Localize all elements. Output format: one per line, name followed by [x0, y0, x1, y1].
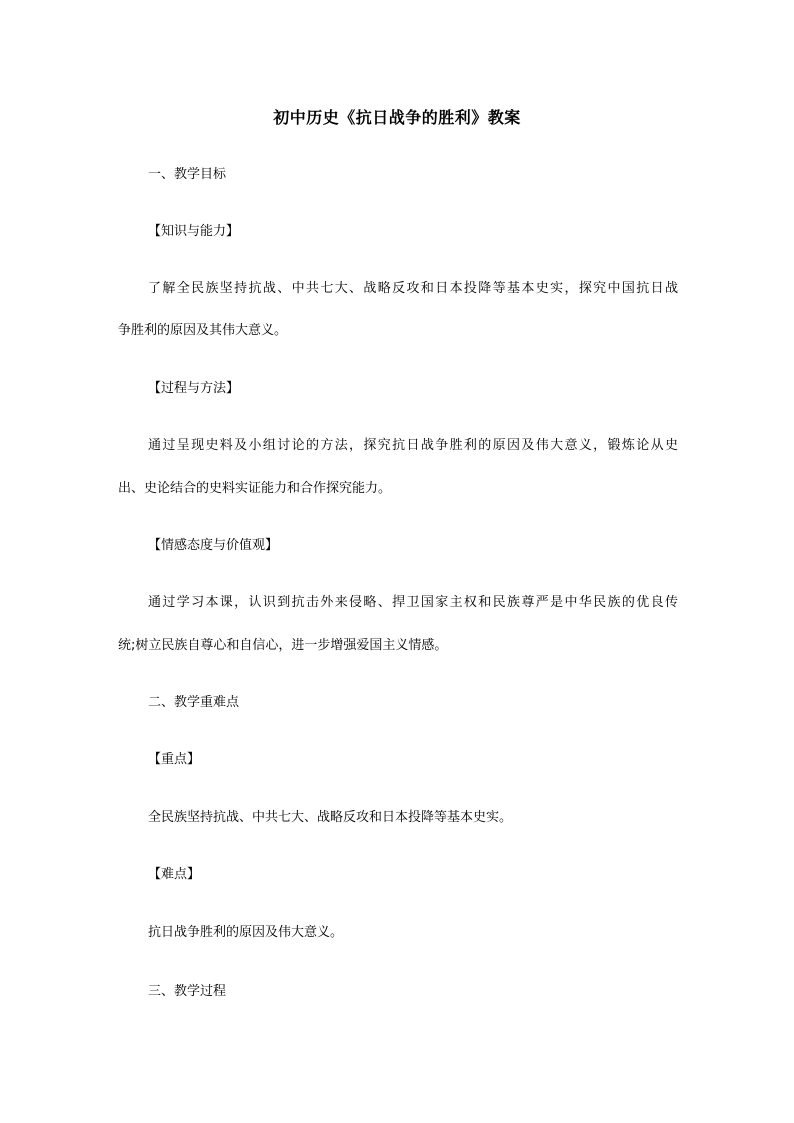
subheading-emotion: 【情感态度与价值观】	[148, 538, 279, 553]
paragraph-process-line1: 通过呈现史料及小组讨论的方法，探究抗日战争胜利的原因及伟大意义，锻炼论从史	[148, 438, 678, 453]
subheading-key: 【重点】	[148, 752, 201, 767]
paragraph-difficult: 抗日战争胜利的原因及伟大意义。	[148, 925, 344, 940]
paragraph-key: 全民族坚持抗战、中共七大、战略反攻和日本投降等基本史实。	[148, 810, 513, 825]
subheading-difficult: 【难点】	[148, 867, 201, 882]
section-heading-objectives: 一、教学目标	[148, 167, 227, 182]
paragraph-emotion-line2: 统;树立民族自尊心和自信心，进一步增强爱国主义情感。	[118, 638, 448, 653]
paragraph-knowledge-line2: 争胜利的原因及其伟大意义。	[118, 323, 288, 338]
paragraph-knowledge-line1: 了解全民族坚持抗战、中共七大、战略反攻和日本投降等基本史实，探究中国抗日战	[148, 281, 678, 296]
paragraph-emotion-line1: 通过学习本课，认识到抗击外来侵略、捍卫国家主权和民族尊严是中华民族的优良传	[148, 595, 678, 610]
section-heading-process: 三、教学过程	[148, 984, 227, 999]
subheading-knowledge: 【知识与能力】	[148, 224, 240, 239]
subheading-process: 【过程与方法】	[148, 381, 240, 396]
section-heading-key-points: 二、教学重难点	[148, 695, 240, 710]
document-title: 初中历史《抗日战争的胜利》教案	[273, 108, 521, 127]
paragraph-process-line2: 出、史论结合的史料实证能力和合作探究能力。	[118, 481, 392, 496]
